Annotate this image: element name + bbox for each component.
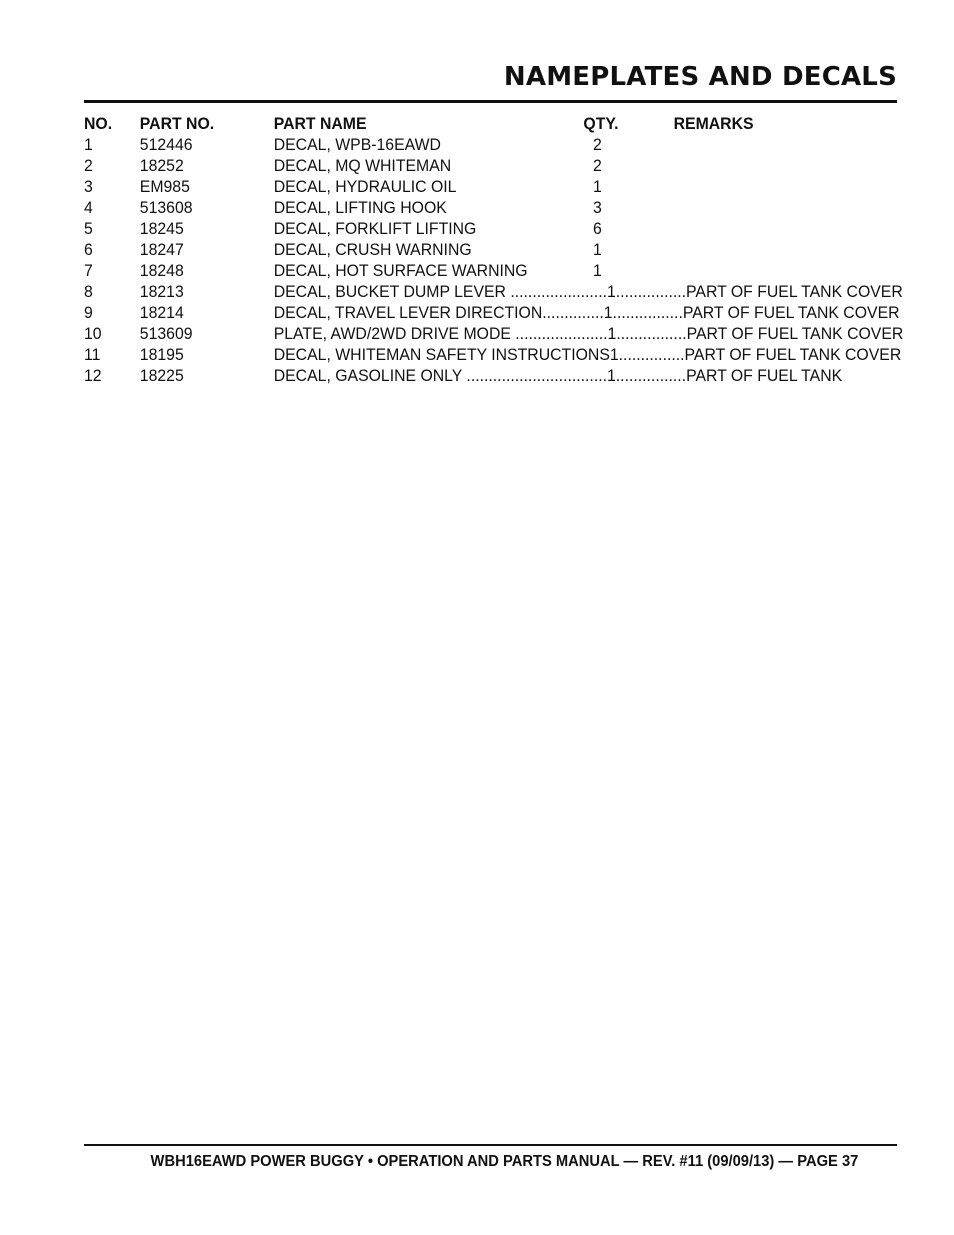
table-row [84,281,903,302]
row-qty: 2 [592,135,602,154]
row-part-name: DECAL, HYDRAULIC OIL [273,177,457,196]
row-name-qty-remarks: DECAL, BUCKET DUMP LEVER ......................1................PART OF FUEL TANK COVER [273,282,903,301]
row-part-no: 513608 [139,198,193,217]
page-footer: WBH16EAWD POWER BUGGY • OPERATION AND PARTS MANUAL — REV. #11 (09/09/13) — PAGE 37 [150,1153,858,1170]
table-header-row [84,113,840,134]
row-part-name: DECAL, LIFTING HOOK [273,198,447,217]
page-title: NAMEPLATES AND DECALS [503,62,897,92]
row-part-no: 18247 [139,240,184,259]
row-no: 12 [84,366,102,385]
table-row [84,155,840,176]
row-part-name: DECAL, FORKLIFT LIFTING [273,219,477,238]
row-qty: 1 [592,240,602,259]
footer-divider [84,1144,897,1146]
row-qty: 6 [592,219,602,238]
row-part-no: 18245 [139,219,184,238]
table-row [84,134,840,155]
table-row [84,176,840,197]
row-no: 9 [84,303,93,322]
row-no: 4 [84,198,93,217]
table-row [84,239,840,260]
row-no: 6 [84,240,93,259]
header-remarks: REMARKS [673,114,754,133]
header-no: NO. [84,114,113,133]
row-qty: 3 [592,198,602,217]
row-part-no: 513609 [139,324,193,343]
row-no: 8 [84,282,93,301]
row-no: 10 [84,324,102,343]
row-part-no: EM985 [139,177,190,196]
row-qty: 2 [592,156,602,175]
row-name-qty-remarks: PLATE, AWD/2WD DRIVE MODE .....................1................PART OF FUEL TANK COVER [273,324,904,343]
table-row [84,218,840,239]
header-part-name: PART NAME [273,114,367,133]
row-part-name: DECAL, WPB-16EAWD [273,135,441,154]
row-part-no: 18214 [139,303,184,322]
row-part-no: 18252 [139,156,184,175]
row-part-no: 18248 [139,261,184,280]
row-no: 2 [84,156,93,175]
header-part-no: PART NO. [139,114,215,133]
row-part-no: 18225 [139,366,184,385]
row-part-no: 512446 [139,135,193,154]
row-part-name: DECAL, MQ WHITEMAN [273,156,452,175]
table-row [84,344,902,365]
table-row [84,323,904,344]
row-name-qty-remarks: DECAL, GASOLINE ONLY ................................1................PART OF FUEL TANK [273,366,843,385]
row-qty: 1 [592,177,602,196]
table-row [84,302,900,323]
table-row [84,197,840,218]
title-divider [84,100,897,103]
row-part-name: DECAL, HOT SURFACE WARNING [273,261,528,280]
row-no: 11 [84,345,101,364]
row-no: 7 [84,261,93,280]
row-name-qty-remarks: DECAL, WHITEMAN SAFETY INSTRUCTIONS1...............PART OF FUEL TANK COVER [273,345,902,364]
row-part-no: 18195 [139,345,184,364]
row-no: 3 [84,177,93,196]
row-name-qty-remarks: DECAL, TRAVEL LEVER DIRECTION..............1................PART OF FUEL TANK COVER [273,303,900,322]
row-no: 5 [84,219,93,238]
row-no: 1 [84,135,93,154]
row-qty: 1 [592,261,602,280]
table-row [84,260,840,281]
table-row [84,365,843,386]
row-part-name: DECAL, CRUSH WARNING [273,240,472,259]
header-qty: QTY. [583,114,619,133]
parts-table [84,113,904,386]
row-part-no: 18213 [139,282,184,301]
